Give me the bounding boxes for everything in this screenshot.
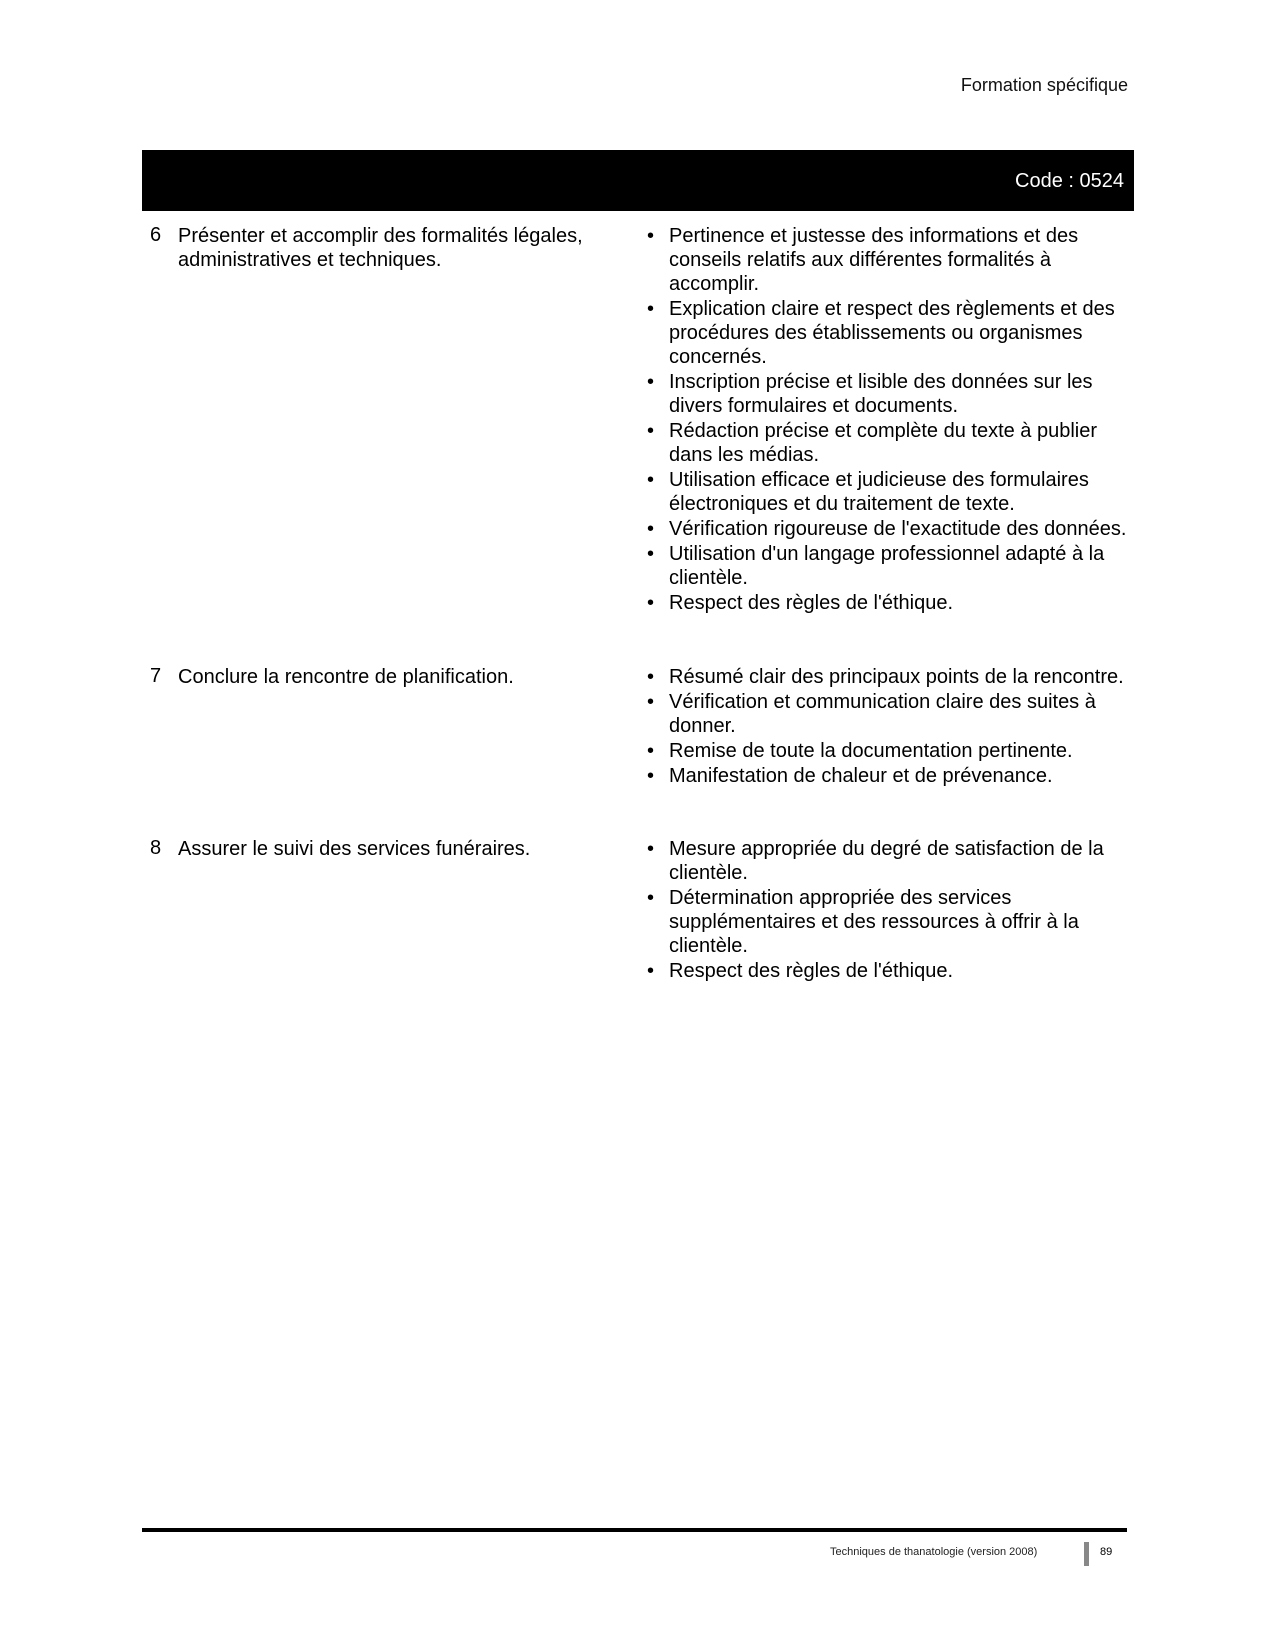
page-number: 89 (1100, 1546, 1113, 1558)
criteria-list (647, 837, 1127, 984)
task-text: Conclure la rencontre de planification. (178, 666, 514, 688)
footer-separator (1084, 1542, 1089, 1566)
criteria-list (647, 224, 1127, 616)
criterion-item: • Mesure appropriée du degré de satisfaction de la clientèle. (647, 837, 1127, 885)
row-number: 6 (150, 224, 162, 246)
footer-text: Techniques de thanatologie (version 2008) (830, 1546, 1038, 1558)
code-band (142, 150, 1134, 211)
criterion-item: • Rédaction précise et complète du texte à publier dans les médias. (647, 419, 1127, 467)
program-code: Code : 0524 (1015, 170, 1124, 192)
task-text: Assurer le suivi des services funéraires. (178, 838, 531, 860)
criterion-item: • Résumé clair des principaux points de la rencontre. (647, 665, 1127, 689)
row-number: 8 (150, 837, 162, 859)
criterion-item: • Manifestation de chaleur et de prévenance. (647, 764, 1127, 788)
footer-rule (142, 1528, 1127, 1532)
criterion-item: • Remise de toute la documentation pertinente. (647, 739, 1127, 763)
section-header: Formation spécifique (960, 75, 1128, 95)
criterion-item: • Pertinence et justesse des informations et des conseils relatifs aux différentes formalités à accomplir. (647, 224, 1127, 296)
criterion-item: • Respect des règles de l'éthique. (647, 591, 1127, 615)
criterion-item: • Inscription précise et lisible des données sur les divers formulaires et documents. (647, 370, 1127, 418)
criterion-item: • Vérification et communication claire des suites à donner. (647, 690, 1127, 738)
task-text: Présenter et accomplir des formalités légales, administratives et techniques. (178, 225, 583, 271)
criterion-item: • Vérification rigoureuse de l'exactitude des données. (647, 517, 1127, 541)
row-number: 7 (150, 665, 162, 687)
criterion-item: • Respect des règles de l'éthique. (647, 959, 1127, 983)
criterion-item: • Explication claire et respect des règlements et des procédures des établissements ou organismes concernés. (647, 297, 1127, 369)
criterion-item: • Utilisation d'un langage professionnel adapté à la clientèle. (647, 542, 1127, 590)
criteria-list (647, 665, 1127, 789)
criterion-item: • Détermination appropriée des services supplémentaires et des ressources à offrir à la clientèle. (647, 886, 1127, 958)
criterion-item: • Utilisation efficace et judicieuse des formulaires électroniques et du traitement de texte. (647, 468, 1127, 516)
